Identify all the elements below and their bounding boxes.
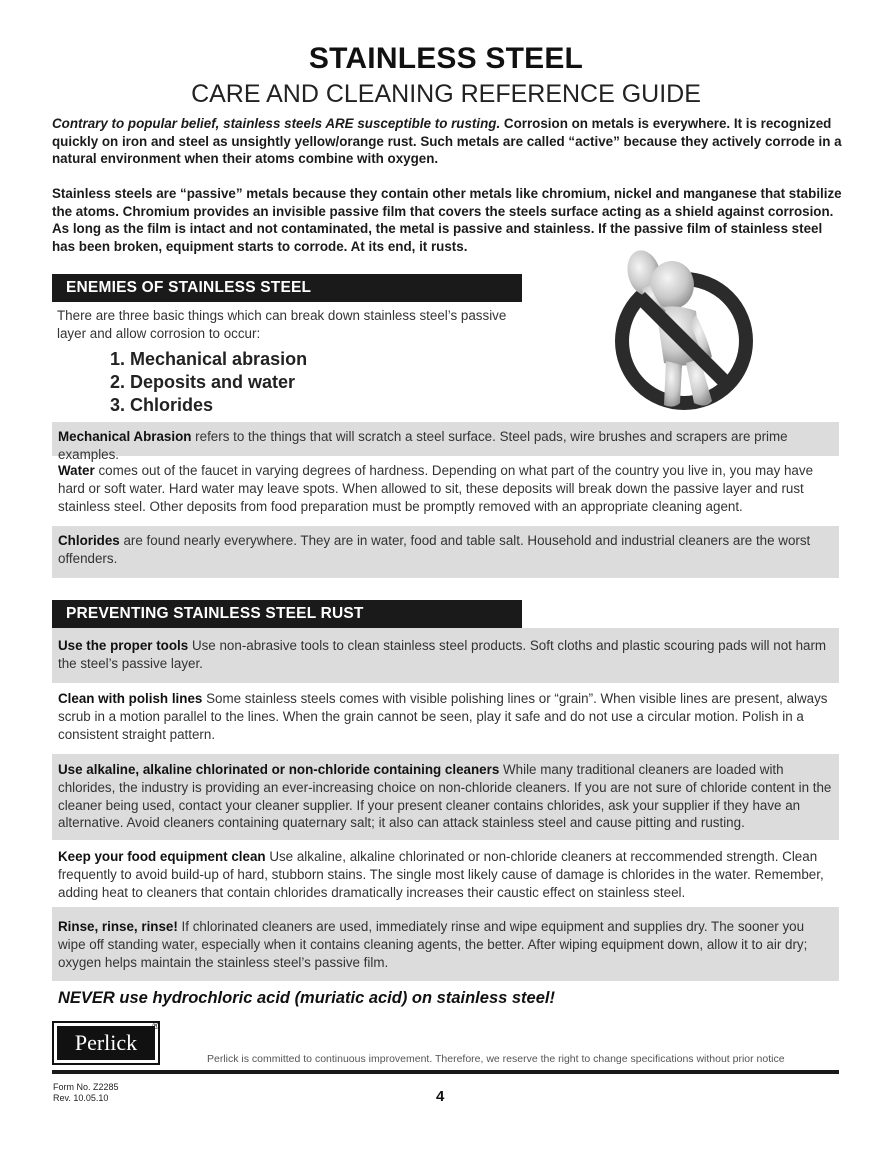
footer-divider <box>52 1070 839 1074</box>
registered-mark: ® <box>152 1021 159 1031</box>
prevent-term: Use the proper tools <box>58 638 189 653</box>
prevent-text: While many traditional cleaners are loaded with chlorides, the industry is providing an ever-increasing choice on non-chloride cleaners. If you are not sure of chloride content in the cleaner being used, contact your cleaner supplier. If your present cleaner contains chlorides, ask your supplier if they have an alternative. Avoid cleaners containing quaternary salt; it also can attack stainless steel and cause pitting and rusting. <box>58 762 832 831</box>
prevent-text: If chlorinated cleaners are used, immediately rinse and wipe equipment and supplies dry. The sooner you wipe off standing water, especially when it contains cleaning agents, the better. After wiping equipment down, allow it to air dry; oxygen helps maintain the stainless steel’s passive film. <box>58 919 808 970</box>
list-item: 3. Chlorides <box>110 395 214 415</box>
enemies-list <box>110 348 307 417</box>
enemies-heading: ENEMIES OF STAINLESS STEEL <box>52 274 522 302</box>
prevent-term: Keep your food equipment clean <box>58 849 266 864</box>
logo-text: Perlick <box>57 1026 155 1060</box>
prevent-text: Some stainless steels comes with visible polishing lines or “grain”. When visible lines are present, always scrub in a motion parallel to the lines. When the grain cannot be seen, play it safe and do not use a circular motion. Polish in a consistent straight pattern. <box>58 691 828 742</box>
enemy-term: Chlorides <box>58 533 120 548</box>
enemy-text: refers to the things that will scratch a steel surface. Steel pads, wire brushes and scrapers are prime examples. <box>58 429 788 462</box>
prevent-item-rinse <box>52 907 839 981</box>
revision: Rev. 10.05.10 <box>53 1093 109 1103</box>
enemy-text: comes out of the faucet in varying degrees of hardness. Depending on what part of the country you live in, you may have hard or soft water. Hard water may leave spots. When allowed to sit, these deposits will break down the passive layer and rust stainless steel. Other deposits from food preparation must be promptly removed with an appropriate cleaning agent. <box>58 463 814 514</box>
enemy-term: Water <box>58 463 95 478</box>
page-title: STAINLESS STEEL <box>308 42 584 75</box>
warning-text: NEVER use hydrochloric acid (muriatic acid) on stainless steel! <box>58 989 555 1007</box>
prevent-item-alkaline-cleaners <box>52 754 839 840</box>
commitment-note: Perlick is committed to continuous improvement. Therefore, we reserve the right to change specifications without prior notice <box>207 1053 785 1065</box>
enemy-item-mechanical-abrasion <box>52 422 839 462</box>
prevent-term: Rinse, rinse, rinse! <box>58 919 178 934</box>
intro-lead: Contrary to popular belief, stainless steels ARE susceptible to rusting. <box>52 116 501 131</box>
prevent-term: Use alkaline, alkaline chlorinated or non-chloride containing cleaners <box>58 762 500 777</box>
intro-body: Corrosion on metals is everywhere. It is recognized quickly on iron and steel as unsightly yellow/orange rust. Such metals are called “active” because they actively corrode in a natural environment when their atoms combine with oxygen. <box>52 116 842 166</box>
enemy-item-chlorides <box>52 526 839 578</box>
prevent-item-polish-lines <box>52 690 839 748</box>
prevent-item-proper-tools <box>52 628 839 683</box>
form-info <box>53 1082 119 1104</box>
page-number: 4 <box>436 1088 445 1105</box>
page-subtitle: CARE AND CLEANING REFERENCE GUIDE <box>191 80 701 108</box>
intro-paragraph-2: Stainless steels are “passive” metals because they contain other metals like chromium, nickel and manganese that stabilize the atoms. Chromium provides an invisible passive film that covers the steels surface acting as a shield against corrosion. As long as the film is intact and not contaminated, the metal is passive and stainless. If the passive film of stainless steel has been broken, equipment starts to corrode. At its end, it rusts. <box>52 186 842 254</box>
enemy-item-water <box>52 462 839 520</box>
preventing-heading: PREVENTING STAINLESS STEEL RUST <box>52 600 522 628</box>
prohibition-figure-icon <box>604 243 772 421</box>
form-number: Form No. Z2285 <box>53 1082 119 1092</box>
prevent-item-keep-clean <box>52 848 839 904</box>
prevent-text: Use alkaline, alkaline chlorinated or non-chloride cleaners at reccommended strength. Clean frequently to avoid build-up of hard, stubborn stains. The single most likely cause of damage is chlorides in the water. Remember, adding heat to cleaners that contain chlorides dramatically increases their caustic effect on stainless steel. <box>58 849 824 900</box>
list-item: 2. Deposits and water <box>110 372 296 392</box>
prevent-term: Clean with polish lines <box>58 691 203 706</box>
perlick-logo <box>52 1021 160 1065</box>
list-item: 1. Mechanical abrasion <box>110 349 308 369</box>
enemy-text: are found nearly everywhere. They are in water, food and table salt. Household and industrial cleaners are the worst offenders. <box>58 533 811 566</box>
enemy-term: Mechanical Abrasion <box>58 429 192 444</box>
intro-paragraph-1 <box>52 115 842 168</box>
prevent-text: Use non-abrasive tools to clean stainless steel products. Soft cloths and plastic scouring pads will not harm the steel’s passive layer. <box>58 638 827 671</box>
enemies-intro: There are three basic things which can break down stainless steel’s passive layer and allow corrosion to occur: <box>57 308 507 341</box>
